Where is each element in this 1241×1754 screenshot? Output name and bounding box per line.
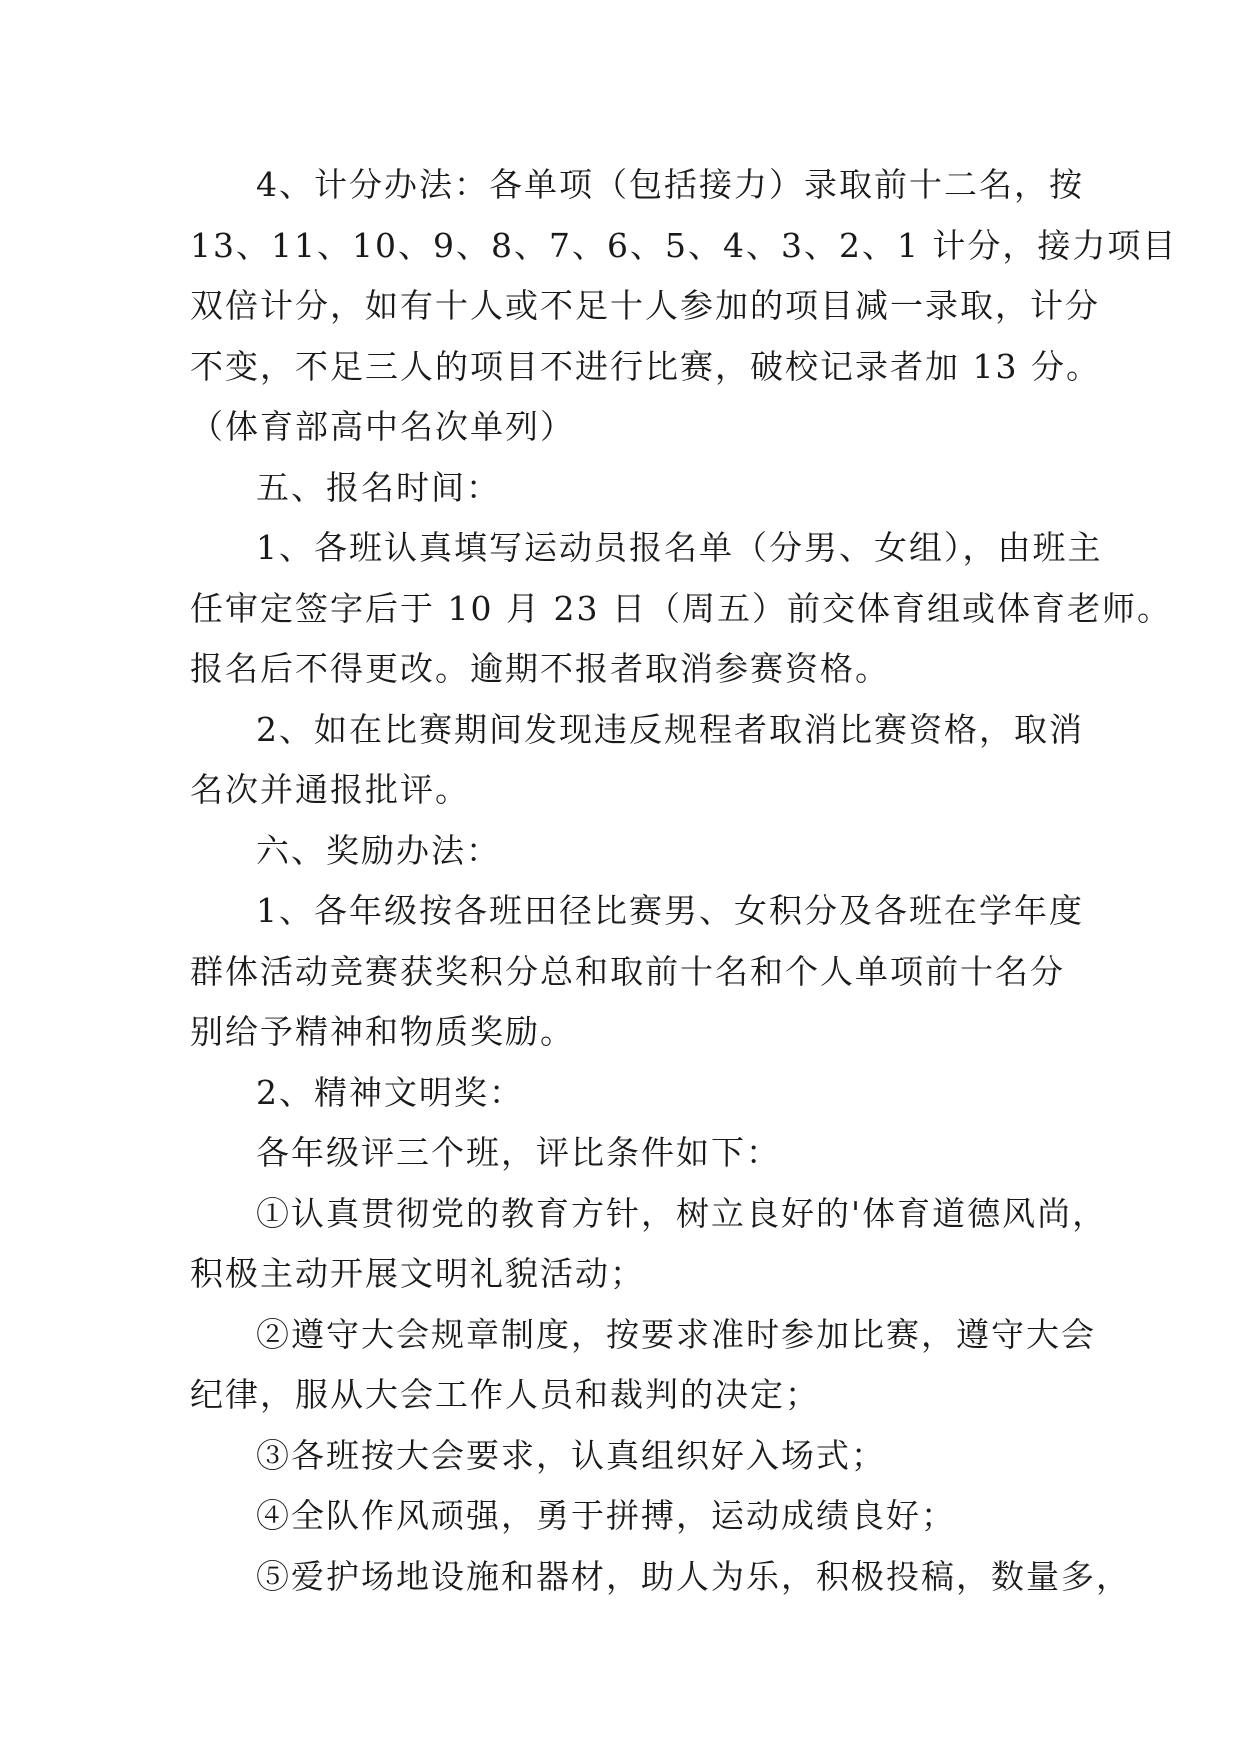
paragraph-line: 报名后不得更改。逾期不报者取消参赛资格。 [190, 649, 890, 688]
paragraph-line: 不变，不足三人的项目不进行比赛，破校记录者加 13 分。 [190, 346, 1101, 386]
paragraph-line: 任审定签字后于 10 月 23 日（周五）前交体育组或体育老师。 [190, 588, 1172, 628]
list-item: ①认真贯彻党的教育方针，树立良好的'体育道德风尚， [256, 1193, 1108, 1233]
list-item: ③各班按大会要求，认真组织好入场式； [256, 1435, 886, 1475]
document-body [190, 155, 1178, 1607]
paragraph-line: 1、各班认真填写运动员报名单（分男、女组），由班主 [256, 528, 1103, 567]
section-heading: 六、奖励办法： [256, 830, 501, 870]
list-item-continuation: 积极主动开展文明礼貌活动； [190, 1254, 645, 1293]
paragraph-line: 名次并通报批评。 [190, 770, 470, 809]
list-item-continuation: 纪律，服从大会工作人员和裁判的决定； [190, 1375, 820, 1414]
subsection-heading: 2、精神文明奖： [256, 1072, 524, 1112]
list-item: ④全队作风顽强，勇于拼搏，运动成绩良好； [256, 1496, 956, 1535]
paragraph-line: 13、11、10、9、8、7、6、5、4、3、2、1 计分，接力项目 [190, 225, 1178, 265]
paragraph-line: （体育部高中名次单列） [190, 407, 575, 446]
paragraph-line: 群体活动竞赛获奖积分总和取前十名和个人单项前十名分 [190, 951, 1065, 991]
list-item: ②遵守大会规章制度，按要求准时参加比赛，遵守大会 [256, 1314, 1096, 1354]
paragraph-line: 别给予精神和物质奖励。 [190, 1012, 575, 1051]
section-heading: 五、报名时间： [256, 467, 501, 507]
paragraph-line: 双倍计分，如有十人或不足十人参加的项目减一录取，计分 [190, 286, 1100, 325]
paragraph-line: 1、各年级按各班田径比赛男、女积分及各班在学年度 [256, 891, 1084, 930]
paragraph-line: 2、如在比赛期间发现违反规程者取消比赛资格，取消 [256, 709, 1084, 749]
paragraph-line: 各年级评三个班，评比条件如下： [256, 1133, 781, 1172]
list-item: ⑤爱护场地设施和器材，助人为乐，积极投稿，数量多， [256, 1556, 1131, 1596]
paragraph-line: 4、计分办法：各单项（包括接力）录取前十二名，按 [256, 165, 1084, 204]
